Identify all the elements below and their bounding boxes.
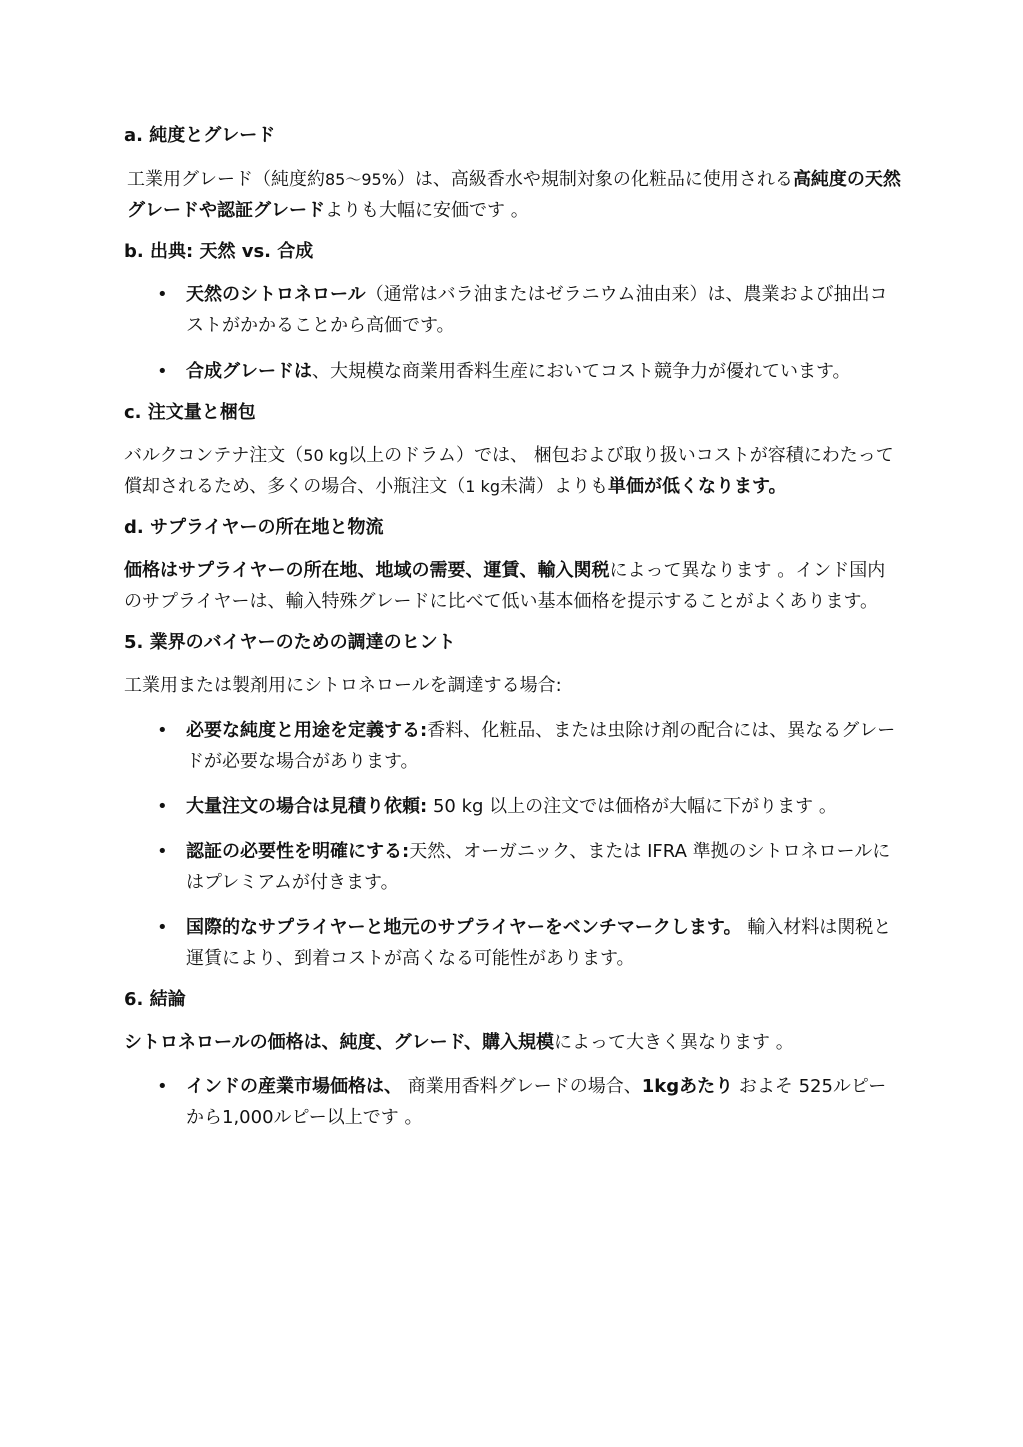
paragraph-purity-grade: 工業用グレード（純度約85〜95%）は、高級香水や規制対象の化粧品に使用される高純度の天然グレードや認証グレードよりも大幅に安価です 。 <box>127 169 901 221</box>
list-procurement-tips <box>124 715 903 974</box>
heading-order-packaging: c. 注文量と梱包 <box>124 402 256 423</box>
heading-source: b. 出典: 天然 vs. 合成 <box>124 241 314 262</box>
bullet-icon: • <box>157 720 168 741</box>
bullet-icon: • <box>157 796 168 817</box>
list-item: • 天然のシトロネロール（通常はバラ油またはゼラニウム油由来）は、農業および抽出コストがかかることから高価です。 <box>124 279 903 341</box>
list-item: • 必要な純度と用途を定義する:香料、化粧品、または虫除け剤の配合には、異なるグレードが必要な場合があります。 <box>124 715 903 777</box>
heading-supplier-location: d. サプライヤーの所在地と物流 <box>124 517 384 538</box>
bullet-icon: • <box>157 917 168 938</box>
paragraph-conclusion: シトロネロールの価格は、純度、グレード、購入規模によって大きく異なります 。 <box>124 1032 794 1053</box>
heading-purity-grade: a. 純度とグレード <box>124 125 276 146</box>
list-conclusion <box>124 1071 903 1133</box>
paragraph-supplier-location: 価格はサプライヤーの所在地、地域の需要、運賃、輸入関税によって異なります 。インド国内のサプライヤーは、輸入特殊グレードに比べて低い基本価格を提示することがよくあります。 <box>124 560 886 612</box>
bullet-icon: • <box>157 284 168 305</box>
bullet-icon: • <box>157 841 168 862</box>
list-item: • インドの産業市場価格は、 商業用香料グレードの場合、1kgあたり およそ 525ルピーから1,000ルピー以上です 。 <box>124 1071 903 1133</box>
heading-procurement-tips: 5. 業界のバイヤーのための調達のヒント <box>124 632 456 653</box>
bullet-icon: • <box>157 361 168 382</box>
list-item: • 合成グレードは、大規模な商業用香料生産においてコスト競争力が優れています。 <box>124 356 903 387</box>
paragraph-procurement-intro: 工業用または製剤用にシトロネロールを調達する場合: <box>124 675 562 696</box>
paragraph-order-packaging: バルクコンテナ注文（50 kg以上のドラム）では、 梱包および取り扱いコストが容積にわたって償却されるため、多くの場合、小瓶注文（1 kg未満）よりも単価が低くなります。 <box>124 445 894 497</box>
list-item: • 大量注文の場合は見積り依頼: 50 kg 以上の注文では価格が大幅に下がります 。 <box>124 791 903 822</box>
heading-conclusion: 6. 結論 <box>124 989 186 1010</box>
bullet-icon: • <box>157 1076 168 1097</box>
list-item: • 国際的なサプライヤーと地元のサプライヤーをベンチマークします。 輸入材料は関税と運賃により、到着コストが高くなる可能性があります。 <box>124 912 903 974</box>
list-source <box>124 279 903 387</box>
list-item: • 認証の必要性を明確にする:天然、オーガニック、または IFRA 準拠のシトロネロールにはプレミアムが付きます。 <box>124 836 903 898</box>
